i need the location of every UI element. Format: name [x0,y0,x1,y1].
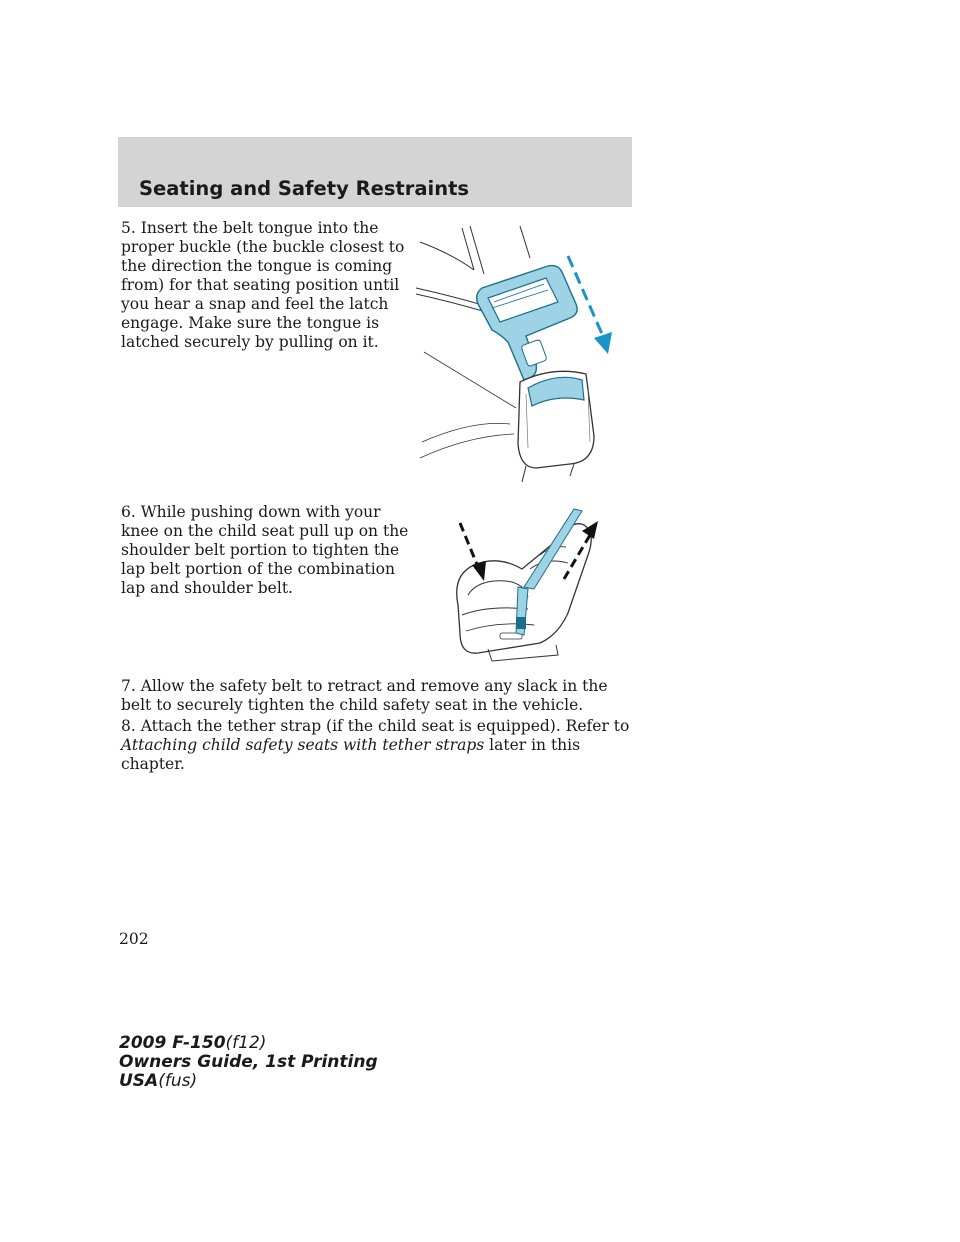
page-number: 202 [119,930,149,948]
footer-market-code: (fus) [158,1071,198,1091]
step-5-text: 5. Insert the belt tongue into the proper buckle (the buckle closest to the direction the tongue is coming from) for that seating position until you hear a snap and feel the latch engage. Make sure the tongue is latched securely by pulling on it. [121,219,405,351]
child-seat-illustration [448,505,608,665]
footer-guide: Owners Guide, 1st Printing [119,1052,378,1072]
step-8-suffix: later in this chapter. [121,736,581,773]
step-7-text: 7. Allow the safety belt to retract and remove any slack in the belt to securely tighten the child safety seat in the vehicle. [121,677,608,714]
belt-buckle-illustration [412,222,630,484]
footer-market: USA [119,1071,159,1091]
footer-edition [119,1034,378,1091]
step-8-text [121,717,631,774]
chapter-reference: Attaching child safety seats with tether straps [121,736,485,754]
step-6-text: 6. While pushing down with your knee on the child seat pull up on the shoulder belt portion to tighten the lap belt portion of the combination lap and shoulder belt. [121,503,409,597]
footer-model: 2009 F-150 [119,1033,226,1053]
footer-model-code: (f12) [225,1033,267,1053]
step-8-prefix: 8. Attach the tether strap (if the child seat is equipped). Refer to [121,717,630,735]
page-title: Seating and Safety Restraints [139,177,470,200]
